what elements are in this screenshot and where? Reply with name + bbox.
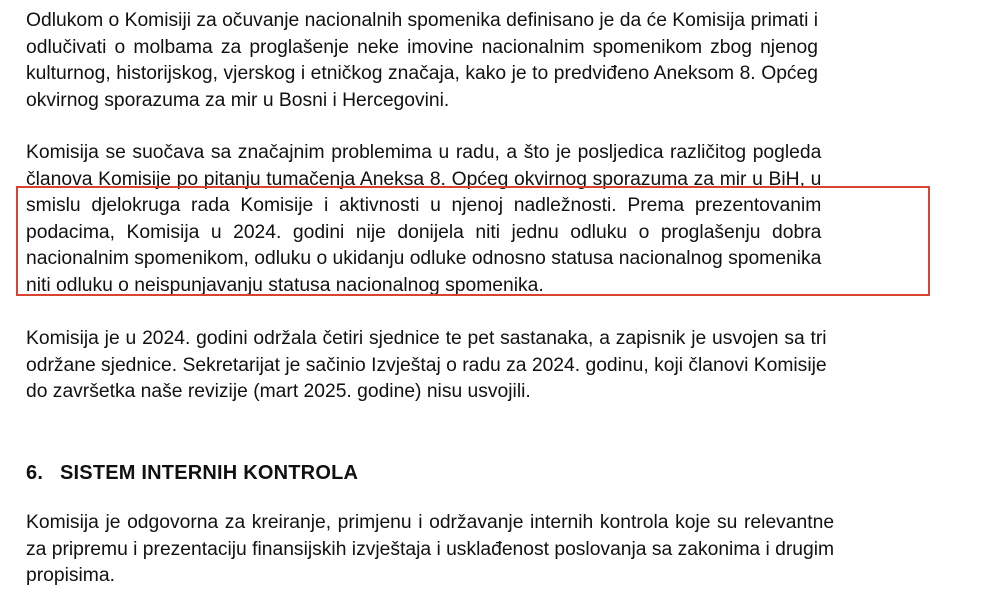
section-number: 6. <box>26 462 44 484</box>
paragraph-internal-controls <box>26 510 834 590</box>
text-line: održane sjednice. Sekretarijat je sačinio Izvještaj o radu za 2024. godinu, koji članovi Komisije <box>26 354 827 376</box>
text-line: nacionalnim spomenikom, odluku o ukidanju odluke odnosno statusa nacionalnog spomenika <box>26 248 822 269</box>
section-heading <box>26 460 358 486</box>
text-line: do završetka naše revizije (mart 2025. godine) nisu usvojili. <box>26 381 531 402</box>
text-line: smislu djelokruga rada Komisije i aktivnosti u njenoj nadležnosti. Prema prezentovanim <box>26 195 822 216</box>
paragraph-commission-sessions <box>26 326 827 406</box>
text-line: Komisija se suočava sa značajnim problemima u radu, a što je posljedica različitog pogleda <box>26 142 822 163</box>
paragraph-commission-decision <box>26 8 818 114</box>
text-line: podacima, Komisija u 2024. godini nije donijela niti jednu odluku o proglašenju dobra <box>26 221 822 243</box>
text-line: članova Komisije po pitanju tumačenja Aneksa 8. Općeg okvirnog sporazuma za mir u BiH, u <box>26 168 822 190</box>
text-line: niti odluku o neispunjavanju statusa nacionalnog spomenika. <box>26 274 544 296</box>
text-line: za pripremu i prezentaciju finansijskih izvještaja i usklađenost poslovanja sa zakonima i drugim <box>26 538 835 560</box>
text-line: Komisija je u 2024. godini održala četiri sjednice te pet sastanaka, a zapisnik je usvojen sa tri <box>26 328 827 349</box>
text-line: okvirnog sporazuma za mir u Bosni i Hercegovini. <box>26 89 450 111</box>
text-line: odlučivati o molbama za proglašenje neke imovine nacionalnim spomenikom zbog njenog <box>26 36 818 58</box>
text-line: propisima. <box>26 565 115 586</box>
section-title: SISTEM INTERNIH KONTROLA <box>60 462 359 484</box>
text-line: Komisija je odgovorna za kreiranje, primjenu i održavanje internih kontrola koje su relevantne <box>26 512 835 533</box>
paragraph-commission-problems <box>26 140 821 299</box>
text-line: Odlukom o Komisiji za očuvanje nacionalnih spomenika definisano je da će Komisija primati i <box>26 10 818 31</box>
text-line: kulturnog, historijskog, vjerskog i etničkog značaja, kako je to predviđeno Aneksom 8. Općeg <box>26 63 818 84</box>
